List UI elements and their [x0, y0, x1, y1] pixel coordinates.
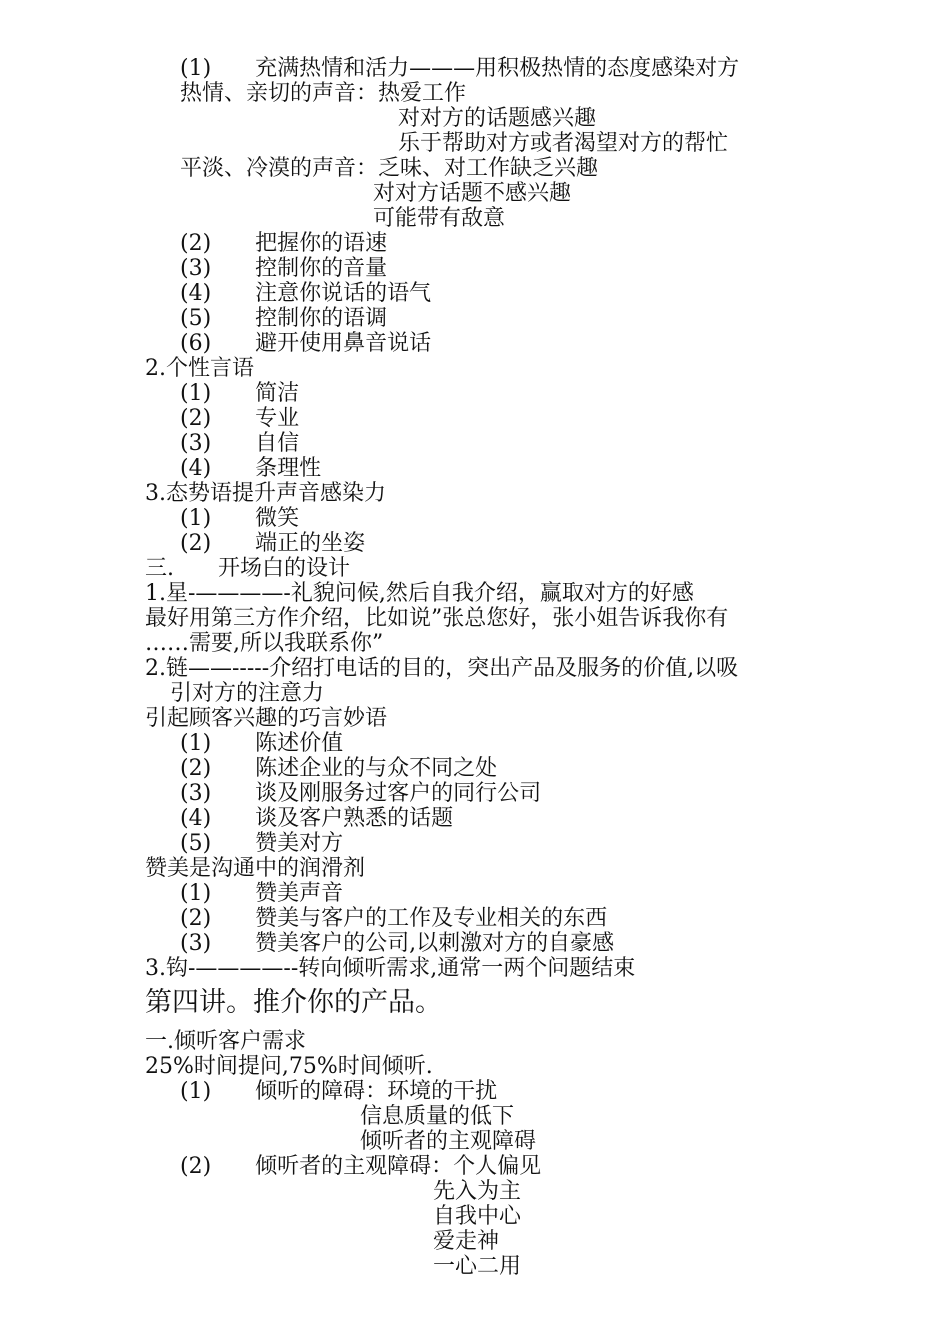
list-item: (1) 简洁: [180, 381, 300, 406]
list-item: (2) 陈述企业的与众不同之处: [180, 756, 498, 781]
text-line: 最好用第三方作介绍，比如说”张总您好，张小姐告诉我你有: [145, 606, 729, 631]
text-line: 爱走神: [433, 1229, 500, 1254]
text-line: 先入为主: [433, 1179, 522, 1204]
text-line: 一心二用: [433, 1254, 522, 1279]
text-line: 1.星-————-礼貌问候,然后自我介绍，赢取对方的好感: [145, 581, 694, 606]
list-item: (1) 赞美声音: [180, 881, 344, 906]
list-item: (1) 陈述价值: [180, 731, 344, 756]
text-line: 引对方的注意力: [170, 681, 325, 706]
list-item: (2) 专业: [180, 406, 300, 431]
text-line: 对对方的话题感兴趣: [398, 106, 597, 131]
text-line: 25%时间提问,75%时间倾听.: [145, 1054, 433, 1079]
text-line: 对对方话题不感兴趣: [373, 181, 572, 206]
list-item: (1) 微笑: [180, 506, 300, 531]
text-line: 自我中心: [433, 1204, 522, 1229]
text-line: 倾听者的主观障碍: [360, 1129, 537, 1154]
text-line: 可能带有敌意: [373, 206, 506, 231]
text-line: 乐于帮助对方或者渴望对方的帮忙: [398, 131, 729, 156]
list-item: (5) 赞美对方: [180, 831, 344, 856]
text-line: 引起顾客兴趣的巧言妙语: [145, 706, 388, 731]
text-line: (1) 充满热情和活力———用积极热情的态度感染对方: [180, 56, 740, 81]
text-line: 2.链——-----介绍打电话的目的，突出产品及服务的价值,以吸: [145, 656, 739, 681]
list-item: (1) 倾听的障碍：环境的干扰: [180, 1079, 498, 1104]
list-item: (3) 控制你的音量: [180, 256, 388, 281]
text-line: 热情、亲切的声音：热爱工作: [180, 81, 467, 106]
list-item: (5) 控制你的语调: [180, 306, 388, 331]
chapter-title: 第四讲。推介你的产品。: [145, 987, 442, 1018]
list-item: (2) 倾听者的主观障碍：个人偏见: [180, 1154, 542, 1179]
section-heading: 三. 开场白的设计: [145, 556, 350, 581]
text-line: ……需要,所以我联系你”: [145, 631, 384, 656]
section-heading: 3.态势语提升声音感染力: [145, 481, 386, 506]
list-item: (2) 端正的坐姿: [180, 531, 366, 556]
text-line: 赞美是沟通中的润滑剂: [145, 856, 366, 881]
list-item: (2) 把握你的语速: [180, 231, 388, 256]
list-item: (4) 条理性: [180, 456, 322, 481]
section-heading: 2.个性言语: [145, 356, 254, 381]
section-heading: 一.倾听客户需求: [145, 1029, 306, 1054]
list-item: (4) 谈及客户熟悉的话题: [180, 806, 454, 831]
list-item: (2) 赞美与客户的工作及专业相关的东西: [180, 906, 608, 931]
text-line: 3.钩-————--转向倾听需求,通常一两个问题结束: [145, 956, 636, 981]
list-item: (6) 避开使用鼻音说话: [180, 331, 432, 356]
text-line: 信息质量的低下: [360, 1104, 515, 1129]
list-item: (3) 赞美客户的公司,以刺激对方的自豪感: [180, 931, 615, 956]
text-line: 平淡、冷漠的声音：乏味、对工作缺乏兴趣: [180, 156, 599, 181]
list-item: (3) 谈及刚服务过客户的同行公司: [180, 781, 542, 806]
list-item: (4) 注意你说话的语气: [180, 281, 432, 306]
list-item: (3) 自信: [180, 431, 300, 456]
